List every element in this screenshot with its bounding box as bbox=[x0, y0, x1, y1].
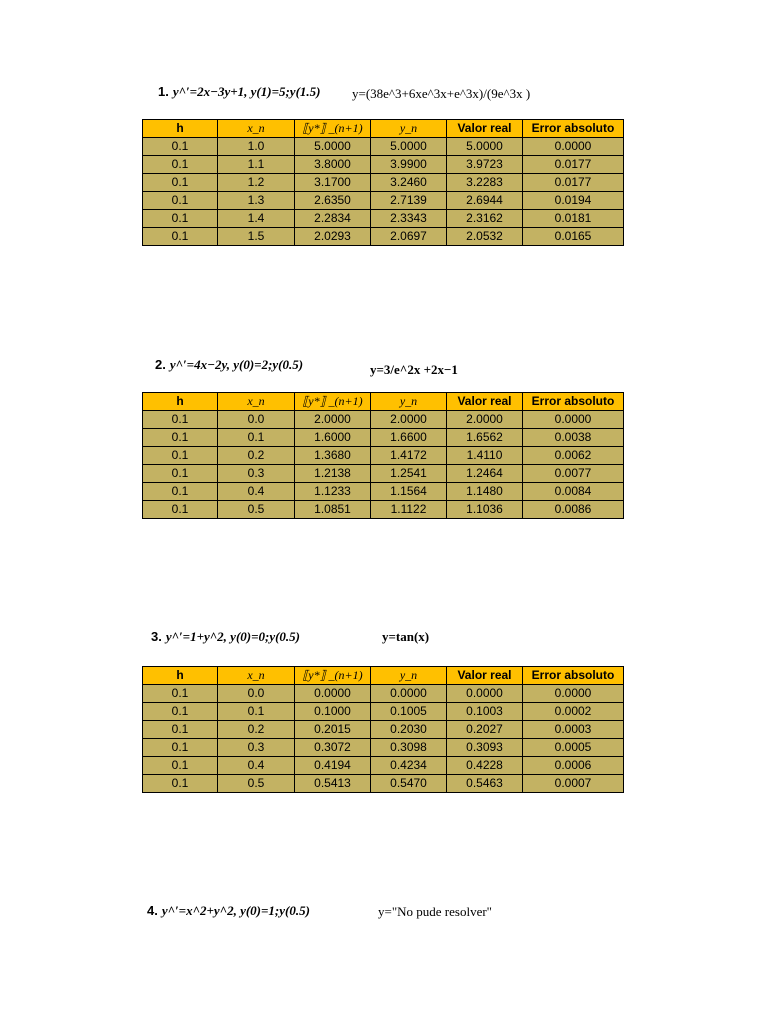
table-row bbox=[143, 447, 624, 465]
cell-y-star: 3.1700 bbox=[295, 174, 371, 192]
header-y-star: ⟦y*⟧ _(n+1) bbox=[295, 393, 371, 411]
header-xn: x_n bbox=[218, 120, 295, 138]
header-yn: y_n bbox=[371, 393, 447, 411]
header-error-absoluto: Error absoluto bbox=[523, 120, 624, 138]
cell-xn: 1.2 bbox=[218, 174, 295, 192]
cell-error-absoluto: 0.0177 bbox=[523, 156, 624, 174]
cell-valor-real: 1.1036 bbox=[447, 501, 523, 519]
table-header-row bbox=[143, 393, 624, 411]
cell-h: 0.1 bbox=[143, 685, 218, 703]
cell-h: 0.1 bbox=[143, 156, 218, 174]
cell-yn: 3.2460 bbox=[371, 174, 447, 192]
problem-equation: y^′=2x−3y+1, y(1)=5;y(1.5) bbox=[172, 84, 321, 99]
cell-xn: 0.0 bbox=[218, 411, 295, 429]
cell-xn: 1.4 bbox=[218, 210, 295, 228]
cell-h: 0.1 bbox=[143, 775, 218, 793]
cell-error-absoluto: 0.0194 bbox=[523, 192, 624, 210]
cell-xn: 1.3 bbox=[218, 192, 295, 210]
header-valor-real: Valor real bbox=[447, 120, 523, 138]
cell-error-absoluto: 0.0077 bbox=[523, 465, 624, 483]
cell-xn: 0.1 bbox=[218, 703, 295, 721]
cell-valor-real: 0.1003 bbox=[447, 703, 523, 721]
cell-y-star: 2.0293 bbox=[295, 228, 371, 246]
header-error-absoluto: Error absoluto bbox=[523, 667, 624, 685]
table-row bbox=[143, 501, 624, 519]
cell-valor-real: 3.2283 bbox=[447, 174, 523, 192]
cell-y-star: 1.1233 bbox=[295, 483, 371, 501]
header-xn: x_n bbox=[218, 667, 295, 685]
cell-valor-real: 2.0532 bbox=[447, 228, 523, 246]
table-row bbox=[143, 210, 624, 228]
header-y-star: ⟦y*⟧ _(n+1) bbox=[295, 667, 371, 685]
table-row bbox=[143, 174, 624, 192]
table-row bbox=[143, 685, 624, 703]
cell-y-star: 0.0000 bbox=[295, 685, 371, 703]
cell-yn: 0.0000 bbox=[371, 685, 447, 703]
cell-error-absoluto: 0.0002 bbox=[523, 703, 624, 721]
cell-error-absoluto: 0.0000 bbox=[523, 411, 624, 429]
table-row bbox=[143, 156, 624, 174]
cell-yn: 1.1122 bbox=[371, 501, 447, 519]
cell-y-star: 0.3072 bbox=[295, 739, 371, 757]
cell-y-star: 0.5413 bbox=[295, 775, 371, 793]
cell-error-absoluto: 0.0165 bbox=[523, 228, 624, 246]
cell-xn: 0.2 bbox=[218, 721, 295, 739]
cell-y-star: 0.1000 bbox=[295, 703, 371, 721]
problem-1-table bbox=[142, 119, 624, 246]
cell-valor-real: 1.6562 bbox=[447, 429, 523, 447]
cell-y-star: 1.2138 bbox=[295, 465, 371, 483]
header-h: h bbox=[143, 667, 218, 685]
cell-error-absoluto: 0.0062 bbox=[523, 447, 624, 465]
table-row bbox=[143, 465, 624, 483]
cell-error-absoluto: 0.0007 bbox=[523, 775, 624, 793]
cell-y-star: 1.6000 bbox=[295, 429, 371, 447]
table-row bbox=[143, 775, 624, 793]
cell-h: 0.1 bbox=[143, 210, 218, 228]
cell-error-absoluto: 0.0000 bbox=[523, 138, 624, 156]
cell-valor-real: 0.4228 bbox=[447, 757, 523, 775]
cell-h: 0.1 bbox=[143, 411, 218, 429]
problem-number: 3. bbox=[151, 629, 162, 644]
cell-valor-real: 1.4110 bbox=[447, 447, 523, 465]
problem-equation: y^′=4x−2y, y(0)=2;y(0.5) bbox=[169, 357, 304, 372]
header-valor-real: Valor real bbox=[447, 393, 523, 411]
problem-number: 2. bbox=[155, 357, 166, 372]
problem-number: 1. bbox=[158, 84, 169, 99]
table-row bbox=[143, 228, 624, 246]
cell-error-absoluto: 0.0003 bbox=[523, 721, 624, 739]
header-y-star: ⟦y*⟧ _(n+1) bbox=[295, 120, 371, 138]
cell-valor-real: 5.0000 bbox=[447, 138, 523, 156]
cell-h: 0.1 bbox=[143, 465, 218, 483]
header-yn: y_n bbox=[371, 120, 447, 138]
cell-xn: 0.3 bbox=[218, 465, 295, 483]
cell-yn: 0.4234 bbox=[371, 757, 447, 775]
header-valor-real: Valor real bbox=[447, 667, 523, 685]
cell-yn: 0.1005 bbox=[371, 703, 447, 721]
cell-h: 0.1 bbox=[143, 228, 218, 246]
cell-yn: 2.3343 bbox=[371, 210, 447, 228]
cell-y-star: 0.2015 bbox=[295, 721, 371, 739]
cell-yn: 1.2541 bbox=[371, 465, 447, 483]
header-yn: y_n bbox=[371, 667, 447, 685]
cell-h: 0.1 bbox=[143, 138, 218, 156]
problem-3-solution: y=tan(x) bbox=[382, 629, 430, 644]
cell-error-absoluto: 0.0005 bbox=[523, 739, 624, 757]
problem-4-title bbox=[147, 903, 310, 919]
table-row bbox=[143, 721, 624, 739]
problem-1-solution: y=(38e^3+6xe^3x+e^3x)/(9e^3x ) bbox=[352, 86, 531, 101]
cell-yn: 2.0000 bbox=[371, 411, 447, 429]
table-body bbox=[143, 138, 624, 246]
cell-valor-real: 2.6944 bbox=[447, 192, 523, 210]
cell-h: 0.1 bbox=[143, 192, 218, 210]
table-row bbox=[143, 703, 624, 721]
cell-valor-real: 2.0000 bbox=[447, 411, 523, 429]
cell-error-absoluto: 0.0084 bbox=[523, 483, 624, 501]
cell-y-star: 5.0000 bbox=[295, 138, 371, 156]
table-header-row bbox=[143, 120, 624, 138]
cell-xn: 1.1 bbox=[218, 156, 295, 174]
problem-equation: y^′=x^2+y^2, y(0)=1;y(0.5) bbox=[161, 903, 310, 918]
cell-valor-real: 0.0000 bbox=[447, 685, 523, 703]
cell-h: 0.1 bbox=[143, 501, 218, 519]
cell-error-absoluto: 0.0181 bbox=[523, 210, 624, 228]
cell-yn: 2.7139 bbox=[371, 192, 447, 210]
cell-valor-real: 0.3093 bbox=[447, 739, 523, 757]
cell-valor-real: 0.5463 bbox=[447, 775, 523, 793]
cell-yn: 0.5470 bbox=[371, 775, 447, 793]
cell-xn: 0.1 bbox=[218, 429, 295, 447]
cell-valor-real: 3.9723 bbox=[447, 156, 523, 174]
cell-yn: 0.3098 bbox=[371, 739, 447, 757]
problem-2-table bbox=[142, 392, 624, 519]
table-row bbox=[143, 192, 624, 210]
cell-y-star: 2.2834 bbox=[295, 210, 371, 228]
cell-h: 0.1 bbox=[143, 174, 218, 192]
header-h: h bbox=[143, 393, 218, 411]
cell-h: 0.1 bbox=[143, 429, 218, 447]
cell-y-star: 3.8000 bbox=[295, 156, 371, 174]
table-body bbox=[143, 411, 624, 519]
cell-h: 0.1 bbox=[143, 739, 218, 757]
header-xn: x_n bbox=[218, 393, 295, 411]
table-row bbox=[143, 483, 624, 501]
table-body bbox=[143, 685, 624, 793]
cell-valor-real: 1.1480 bbox=[447, 483, 523, 501]
cell-y-star: 2.0000 bbox=[295, 411, 371, 429]
cell-error-absoluto: 0.0177 bbox=[523, 174, 624, 192]
cell-valor-real: 2.3162 bbox=[447, 210, 523, 228]
cell-y-star: 0.4194 bbox=[295, 757, 371, 775]
cell-xn: 0.4 bbox=[218, 483, 295, 501]
table-row bbox=[143, 138, 624, 156]
table-row bbox=[143, 411, 624, 429]
cell-xn: 0.3 bbox=[218, 739, 295, 757]
cell-h: 0.1 bbox=[143, 703, 218, 721]
cell-y-star: 2.6350 bbox=[295, 192, 371, 210]
cell-h: 0.1 bbox=[143, 447, 218, 465]
cell-h: 0.1 bbox=[143, 721, 218, 739]
problem-2-title bbox=[155, 357, 303, 373]
table-row bbox=[143, 739, 624, 757]
cell-xn: 0.4 bbox=[218, 757, 295, 775]
problem-4-solution: y="No pude resolver" bbox=[378, 904, 492, 919]
cell-yn: 5.0000 bbox=[371, 138, 447, 156]
cell-y-star: 1.0851 bbox=[295, 501, 371, 519]
problem-3-title bbox=[151, 629, 300, 645]
problem-1-title bbox=[158, 84, 320, 100]
cell-yn: 1.6600 bbox=[371, 429, 447, 447]
problem-number: 4. bbox=[147, 903, 158, 918]
cell-yn: 1.1564 bbox=[371, 483, 447, 501]
header-error-absoluto: Error absoluto bbox=[523, 393, 624, 411]
cell-h: 0.1 bbox=[143, 483, 218, 501]
cell-xn: 0.5 bbox=[218, 501, 295, 519]
cell-xn: 1.0 bbox=[218, 138, 295, 156]
cell-valor-real: 1.2464 bbox=[447, 465, 523, 483]
cell-xn: 0.2 bbox=[218, 447, 295, 465]
problem-equation: y^′=1+y^2, y(0)=0;y(0.5) bbox=[165, 629, 301, 644]
table-header-row bbox=[143, 667, 624, 685]
cell-error-absoluto: 0.0086 bbox=[523, 501, 624, 519]
cell-error-absoluto: 0.0038 bbox=[523, 429, 624, 447]
cell-error-absoluto: 0.0000 bbox=[523, 685, 624, 703]
cell-xn: 0.5 bbox=[218, 775, 295, 793]
cell-error-absoluto: 0.0006 bbox=[523, 757, 624, 775]
problem-2-solution: y=3/e^2x +2x−1 bbox=[370, 362, 458, 377]
cell-y-star: 1.3680 bbox=[295, 447, 371, 465]
cell-xn: 1.5 bbox=[218, 228, 295, 246]
problem-3-table bbox=[142, 666, 624, 793]
cell-xn: 0.0 bbox=[218, 685, 295, 703]
cell-yn: 1.4172 bbox=[371, 447, 447, 465]
header-h: h bbox=[143, 120, 218, 138]
table-row bbox=[143, 757, 624, 775]
cell-valor-real: 0.2027 bbox=[447, 721, 523, 739]
cell-h: 0.1 bbox=[143, 757, 218, 775]
cell-yn: 3.9900 bbox=[371, 156, 447, 174]
cell-yn: 2.0697 bbox=[371, 228, 447, 246]
table-row bbox=[143, 429, 624, 447]
cell-yn: 0.2030 bbox=[371, 721, 447, 739]
